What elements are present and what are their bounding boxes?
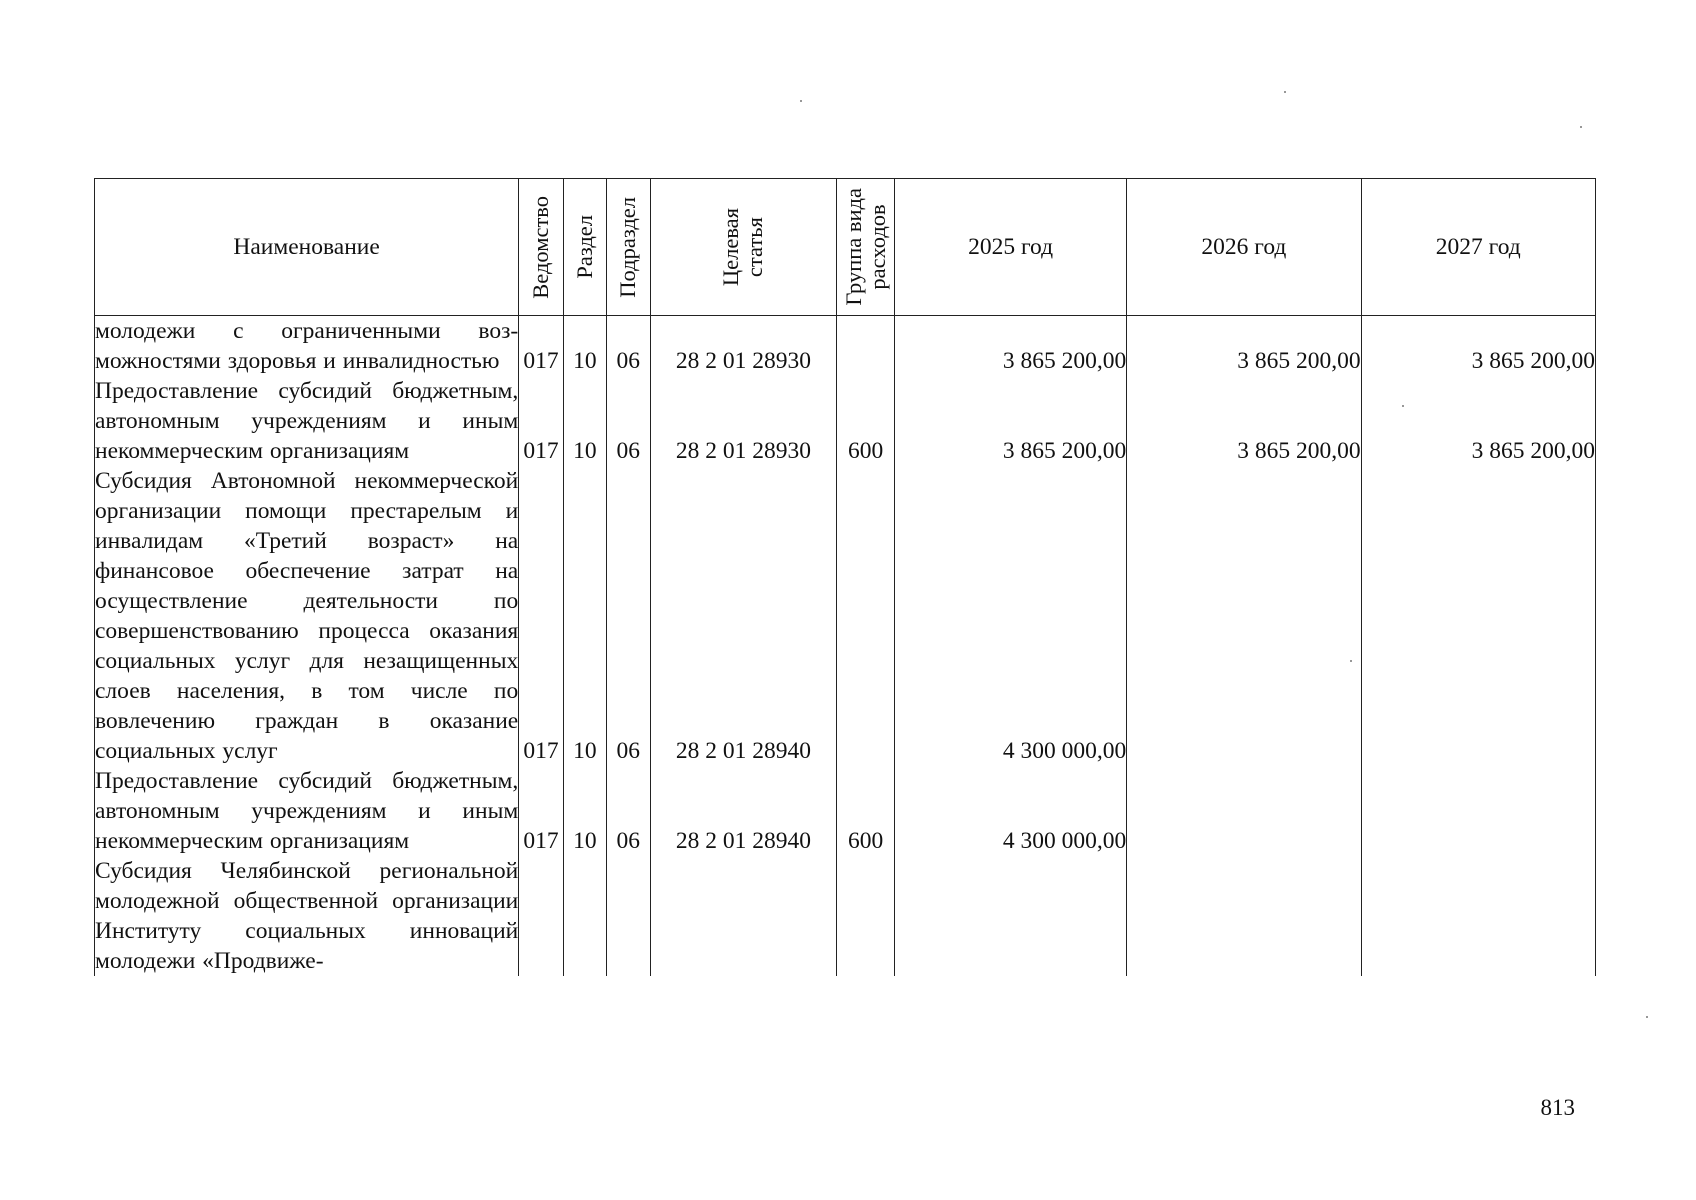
scan-speck	[1350, 660, 1352, 662]
row-expense-group: 600	[837, 376, 895, 466]
row-department: 017	[519, 466, 563, 766]
row-2027	[1361, 856, 1595, 976]
row-expense-group: 600	[837, 766, 895, 856]
row-section: 10	[563, 766, 606, 856]
row-section: 10	[563, 316, 606, 377]
row-department: 017	[519, 766, 563, 856]
row-name: Предоставление субсидий бюджетным, автономным учреждениям и иным некоммерческим организациям	[95, 768, 519, 854]
row-2025: 4 300 000,00	[894, 766, 1126, 856]
budget-table	[94, 178, 1596, 976]
scan-speck	[1284, 91, 1286, 93]
row-name: молодежи с ограниченными возможностями здоровья и инвалидностью	[95, 316, 519, 377]
row-target-article: 28 2 01 28930	[650, 316, 837, 377]
row-name: Предоставление субсидий бюджетным, автономным учреждениям и иным некоммерческим организациям	[95, 378, 519, 464]
row-section	[563, 856, 606, 976]
row-2027: 3 865 200,00	[1361, 376, 1595, 466]
row-2026: 3 865 200,00	[1127, 316, 1361, 377]
header-2026: 2026 год	[1127, 179, 1361, 316]
row-2025: 3 865 200,00	[894, 316, 1126, 377]
row-subsection	[607, 856, 650, 976]
row-2027	[1361, 766, 1595, 856]
row-department: 017	[519, 376, 563, 466]
row-expense-group	[837, 316, 895, 377]
row-department	[519, 856, 563, 976]
row-target-article: 28 2 01 28930	[650, 376, 837, 466]
row-2027: 3 865 200,00	[1361, 316, 1595, 377]
header-subsection: Подраздел	[607, 179, 650, 316]
row-department: 017	[519, 316, 563, 377]
header-department: Ведомство	[519, 179, 563, 316]
header-section: Раздел	[563, 179, 606, 316]
row-expense-group	[837, 466, 895, 766]
table-row	[95, 466, 1596, 766]
row-subsection: 06	[607, 316, 650, 377]
row-2026	[1127, 856, 1361, 976]
row-target-article: 28 2 01 28940	[650, 766, 837, 856]
row-subsection: 06	[607, 376, 650, 466]
header-target-article: Целевая статья	[650, 179, 837, 316]
row-subsection: 06	[607, 766, 650, 856]
row-2025: 3 865 200,00	[894, 376, 1126, 466]
row-2026: 3 865 200,00	[1127, 376, 1361, 466]
row-expense-group	[837, 856, 895, 976]
table-row	[95, 316, 1596, 377]
scan-speck	[1646, 1016, 1648, 1018]
header-2027: 2027 год	[1361, 179, 1595, 316]
row-target-article	[650, 856, 837, 976]
row-2026	[1127, 766, 1361, 856]
table-row	[95, 856, 1596, 976]
row-section: 10	[563, 376, 606, 466]
row-2026	[1127, 466, 1361, 766]
row-name: Субсидия Автономной некоммерческой организации помощи престарелым и инвалидам «Третий возраст» на финансовое обеспечение затрат на осуществление деятельности по совершенствованию процесса оказания социальных услуг для незащищенных слоев населения, в том числе по вовлечению граждан в оказание социальных услуг	[95, 468, 519, 764]
row-name: Субсидия Челябинской региональной молодежной общественной организации Институту социальных инноваций молодежи «Продвиже-	[95, 858, 519, 974]
table-row	[95, 376, 1596, 466]
row-2025	[894, 856, 1126, 976]
scan-speck	[1402, 405, 1404, 407]
scan-speck	[800, 100, 802, 102]
row-section: 10	[563, 466, 606, 766]
scan-speck	[1580, 126, 1582, 128]
header-row	[95, 179, 1596, 316]
page-number: 813	[1540, 1095, 1575, 1120]
row-subsection: 06	[607, 466, 650, 766]
row-2027	[1361, 466, 1595, 766]
header-expense-group: Группа вида расходов	[837, 179, 895, 316]
row-target-article: 28 2 01 28940	[650, 466, 837, 766]
header-2025: 2025 год	[894, 179, 1126, 316]
row-2025: 4 300 000,00	[894, 466, 1126, 766]
header-name: Наименование	[95, 179, 519, 316]
table-row	[95, 766, 1596, 856]
